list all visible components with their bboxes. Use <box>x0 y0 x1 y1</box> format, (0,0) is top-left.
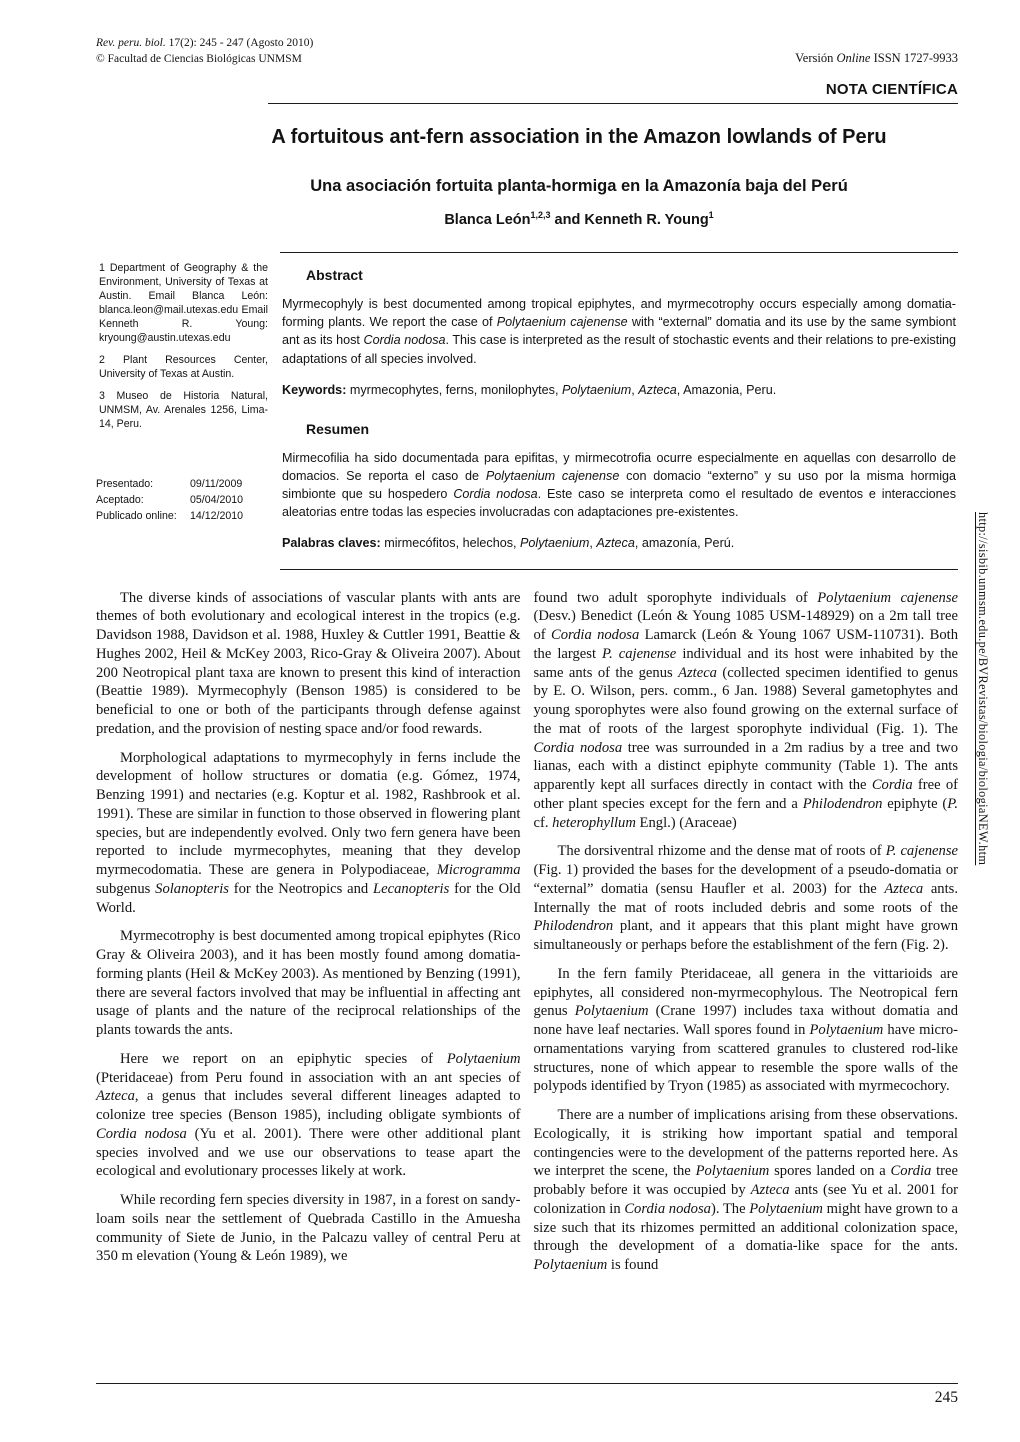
affiliation-note: 2 Plant Resources Center, University of Texas at Austin. <box>99 353 268 380</box>
body-column-right <box>534 589 959 1285</box>
resumen-heading: Resumen <box>306 420 370 437</box>
body-paragraph: The dorsiventral rhizome and the dense mat of roots of P. cajenense (Fig. 1) provided the bases for the development of a pseudo-domatia or “external” domatia (sensu Haufler et al. 2003) for the Azteca ants. Internally the mat of roots included debris and some roots of the Philodendron plant, and it appears that this plant might have grown simultaneously or perhaps before the establishment of the fern (Fig. 2). <box>533 843 958 954</box>
body-paragraph: Myrmecotrophy is best documented among tropical epiphytes (Rico Gray & Oliveira 2003), and it has been mostly found among domatia-forming plants (Heil & McKey 2003). As mentioned by Benzing (1991), there are several factors involved that may be influential in affecting ant usage of plants and the nature of the reciprocal relationships of the plants towards the ants. <box>96 928 521 1039</box>
date-value: 09/11/2009 <box>190 477 243 490</box>
header-divider <box>268 103 958 104</box>
page-number: 245 <box>934 1389 958 1406</box>
date-label: Aceptado: <box>96 493 144 506</box>
keywords-line: Keywords: myrmecophytes, ferns, monilophytes, Polytaenium, Azteca, Amazonia, Peru. <box>282 382 777 397</box>
page-header <box>96 36 958 67</box>
journal-citation: Rev. peru. biol. 17(2): 245 - 247 (Agosto 2010) <box>96 37 314 49</box>
copyright-line: © Facultad de Ciencias Biológicas UNMSM <box>96 52 302 65</box>
palabras-claves-line: Palabras claves: mirmecófitos, helechos, Polytaenium, Azteca, amazonía, Perú. <box>282 536 735 551</box>
date-label: Presentado: <box>96 477 154 490</box>
body-column-left <box>96 589 521 1285</box>
abstract-column <box>280 252 958 570</box>
affiliation-note: 3 Museo de Historia Natural, UNMSM, Av. Arenales 1256, Lima-14, Peru. <box>99 389 268 430</box>
body-paragraph: In the fern family Pteridaceae, all genera in the vittarioids are epiphytes, all considered non-myrmecophylous. The Neotropical fern genus Polytaenium (Crane 1997) includes taxa without domatia and none have leaf nectaries. Wall spores found in Polytaenium have micro-ornamentations varying from scattered granules to clustered rod-like structures, none of which appear to resemble the spore walls of the polypods identified by Tryon (1985) as associated with myrmecochory. <box>533 965 959 1095</box>
section-label: NOTA CIENTÍFICA <box>825 81 958 99</box>
body-paragraph: Morphological adaptations to myrmecophyly in ferns include the development of hollow structures or domatia (e.g. Gómez, 1974, Benzing 1991) and nectaries (e.g. Koptur et al. 1982, Rashbrook et al. 1991). These are similar in function to those observed in flowering plant species, but are independently evolved. Only two fern genera have been reported to include myrmecophytes, meaning that they develop myrmecodomatia. These are genera in Polypodiaceae, Microgramma subgenus Solanopteris for the Neotropics and Lecanopteris for the Old World. <box>96 749 521 916</box>
issn-line: Versión Online ISSN 1727-9933 <box>795 51 958 66</box>
page-footer <box>96 1383 958 1407</box>
date-value: 05/04/2010 <box>190 493 244 506</box>
body-paragraph: The diverse kinds of associations of vascular plants with ants are themes of both evolutionary and ecological interest in the tropics (e.g. Davidson 1988, Davidson et al. 1988, Huxley & Cuttler 1991, Beattie & Hughes 2002, Heil & McKey 2003, Rico-Gray & Oliveira 2007). About 200 Neotropical plant taxa are known to present this kind of interaction (Beattie 1989). Myrmecophyly (Benson 1985) is considered to be beneficial to one or both of the participants through defense against predation, and the provision of nesting space and/or food rewards. <box>96 589 521 737</box>
body-paragraph: While recording fern species diversity in 1987, in a forest on sandy-loam soils near the settlement of Quebrada Castillo in the Amuesha community of Siete de Junio, in the Palcazu valley of central Peru at 350 m elevation (Young & León 1989), we <box>96 1192 521 1265</box>
affiliations-sidebar <box>96 252 280 570</box>
date-row <box>96 510 268 524</box>
abstract-text: Myrmecophyly is best documented among tropical epiphytes, and myrmecotrophy occurs especially among domatia-forming plants. We report the case of Polytaenium cajenense with “external” domatia and its use by the same symbiont ant as its host Cordia nodosa. This case is interpreted as the result of stochastic events and their relations to pre-existing adaptations of all species involved. <box>282 297 957 366</box>
date-label: Publicado online: <box>96 509 177 522</box>
article-body <box>96 589 958 1285</box>
page-title: A fortuitous ant-fern association in the Amazon lowlands of Peru <box>271 126 887 149</box>
page-subtitle: Una asociación fortuita planta-hormiga en la Amazonía baja del Perú <box>310 177 848 196</box>
abstract-section <box>96 252 958 570</box>
submission-dates <box>96 478 268 524</box>
body-paragraph: Here we report on an epiphytic species of Polytaenium (Pteridaceae) from Peru found in association with an ant species of Azteca, a genus that includes several different lineages adapted to colonize tree species (Benson 1985), including obligate symbionts of Cordia nodosa (Yu et al. 2001). There were other additional plant species involved and we use our observations to tease apart the ecological and evolutionary processes likely at work. <box>96 1050 521 1180</box>
journal-url-link[interactable]: http://sisbib.unmsm.edu.pe/BVRevistas/biologia/biologiaNEW.htm <box>976 512 990 866</box>
abstract-heading: Abstract <box>306 267 363 284</box>
body-paragraph: There are a number of implications arising from these observations. Ecologically, it is striking how important spatial and temporal contingencies were to the development of the patterns reported here. As we interpret the scene, the Polytaenium spores landed on a Cordia tree probably before it was occupied by Azteca ants (see Yu et al. 2001 for colonization in Cordia nodosa). The Polytaenium might have grown to a size such that its rhizomes permitted an additional colonization space, through the development of a domatia-like space for the ants. Polytaenium is found <box>533 1107 959 1274</box>
date-row <box>96 494 268 508</box>
date-row <box>96 478 268 492</box>
resumen-text: Mirmecofilia ha sido documentada para epifitas, y mirmecotrofia ocurre especialmente en aquellas con desarrollo de domacios. Se reporta el caso de Polytaenium cajenense con domacio “externo” y su uso por la misma hormiga simbionte que su hospedero Cordia nodosa. Este caso se interpreta como el resultado de eventos e interacciones aleatorias entre todas las especies involucradas con adaptaciones pre-existentes. <box>282 450 957 520</box>
affiliation-note: 1 Department of Geography & the Environment, University of Texas at Austin. Email Blanca León: blanca.leon@mail.utexas.edu Email Kenneth R. Young: kryoung@austin.utexas.edu <box>99 262 268 344</box>
body-paragraph: found two adult sporophyte individuals of Polytaenium cajenense (Desv.) Benedict (León & Young 1085 USM-148929) on a 2m tall tree of Cordia nodosa Lamarck (León & Young 1067 USM-110731). Both the largest P. cajenense individual and its host were inhabited by the same ants of the genus Azteca (collected specimen identified to genus by E. O. Wilson, pers. comm., 6 Jan. 1988) Several gametophytes and young sporophytes were also found growing on the external surface of the mat of roots of the largest sporophyte individual (Fig. 1). The Cordia nodosa tree was surrounded in a 2m radius by a tree and two lianas, each with a distinct epiphyte community (Table 1). The ants apparently kept all surfaces directly in contact with the Cordia free of other plant species except for the fern and a Philodendron epiphyte (P. cf. heterophyllum Engl.) (Araceae) <box>533 589 958 831</box>
date-value: 14/12/2010 <box>190 509 244 522</box>
authors-line: Blanca León$^{1,2,3}$ and Kenneth R. Young$^1$ <box>444 210 714 229</box>
